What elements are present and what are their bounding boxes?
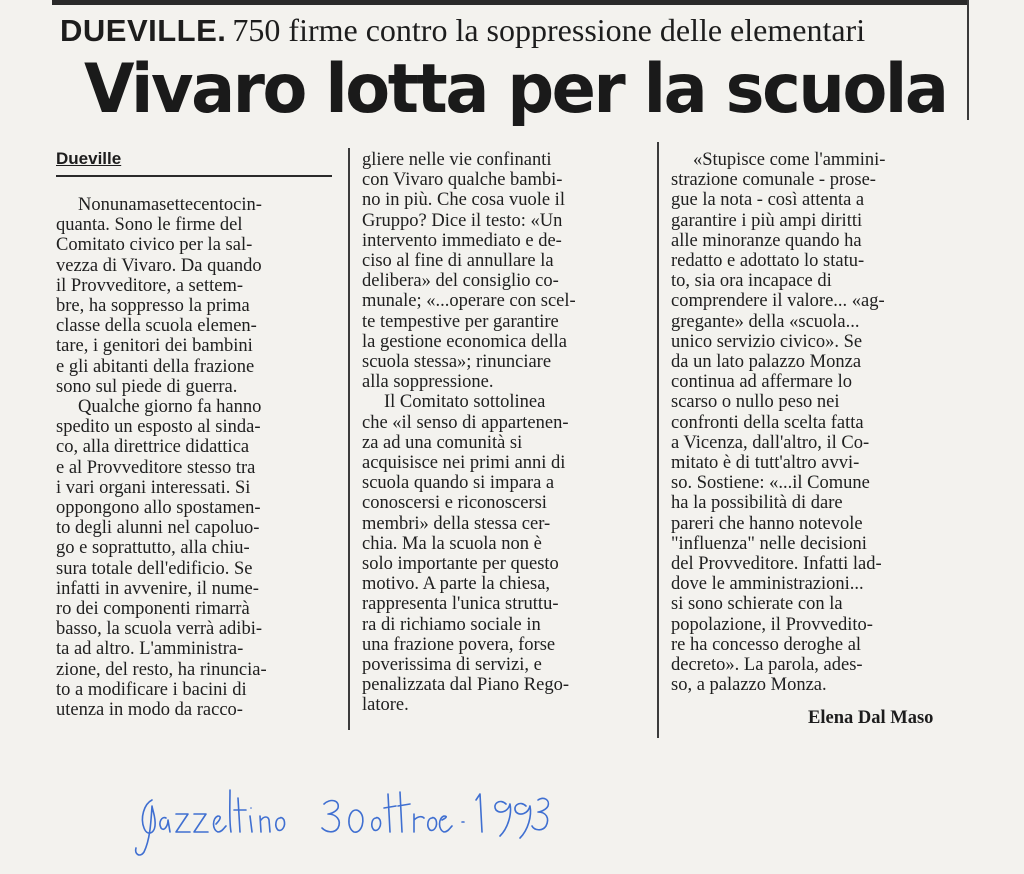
text-line: re ha concesso deroghe al — [671, 634, 862, 655]
text-line: spedito un esposto al sinda- — [56, 417, 261, 438]
text-line: munale; «...operare con scel- — [362, 291, 576, 312]
byline: Elena Dal Maso — [808, 708, 934, 728]
text-line: gregante» della «scuola... — [671, 311, 860, 332]
column-divider — [348, 148, 350, 730]
headline: Vivaro lotta per la scuola — [84, 50, 947, 129]
text-line: sura totale dell'edificio. Se — [56, 558, 253, 579]
top-rule — [52, 0, 968, 5]
text-line: classe della scuola elemen- — [56, 316, 257, 337]
text-line: no in più. Che cosa vuole il — [362, 190, 565, 211]
text-line: garantire i più ampi diritti — [671, 210, 863, 231]
text-line: unico servizio civico». Se — [671, 331, 863, 352]
text-line: del Provveditore. Infatti lad- — [671, 554, 882, 575]
text-line: continua ad affermare lo — [671, 372, 852, 393]
kicker-place: DUEVILLE. — [60, 13, 227, 48]
text-line: ro dei componenti rimarrà — [56, 599, 250, 620]
text-line: scarso o nullo peso nei — [671, 392, 840, 413]
text-line: to a modificare i bacini di — [56, 679, 247, 700]
text-line: ha la possibilità di dare — [671, 493, 843, 514]
text-line: "influenza" nelle decisioni — [671, 533, 867, 554]
text-line: Gruppo? Dice il testo: «Un — [362, 210, 563, 231]
text-line: poverissima di servizi, e — [362, 655, 542, 676]
kicker — [60, 14, 960, 46]
text-line: rappresenta l'unica struttu- — [362, 594, 559, 615]
text-line: scuola quando si impara a — [362, 473, 555, 494]
text-line: alle minoranze quando ha — [671, 230, 862, 251]
text-line: confronti della scelta fatta — [671, 412, 864, 433]
text-line: Comitato civico per la sal- — [56, 235, 253, 256]
text-line: mitato è di tutt'altro avvi- — [671, 453, 860, 474]
text-line: il Provveditore, a settem- — [56, 275, 244, 296]
text-line: Qualche giorno fa hanno — [78, 397, 262, 418]
article-column — [362, 150, 654, 716]
text-line: ciso al fine di annullare la — [362, 251, 554, 272]
text-line: scuola stessa»; rinunciare — [362, 352, 552, 373]
text-line: una frazione povera, forse — [362, 634, 556, 655]
text-line: strazione comunale - prose- — [671, 170, 876, 191]
text-line: so, a palazzo Monza. — [671, 675, 827, 696]
text-line: decreto». La parola, ades- — [671, 655, 863, 676]
text-line: e gli abitanti della frazione — [56, 356, 255, 377]
text-line: delibera» del consiglio co- — [362, 271, 559, 292]
text-line: te tempestive per garantire — [362, 311, 559, 332]
text-line: infatti in avvenire, il nume- — [56, 578, 259, 599]
text-line: za ad una comunità si — [362, 432, 523, 453]
kicker-text: 750 firme contro la soppressione delle elementari — [232, 12, 866, 48]
text-line: to degli alunni nel capoluo- — [56, 518, 260, 539]
text-line: i vari organi interessati. Si — [56, 477, 251, 498]
text-line: membri» della stessa cer- — [362, 513, 551, 534]
text-line: oppongono allo spostamen- — [56, 498, 261, 519]
text-line: da un lato palazzo Monza — [671, 352, 862, 373]
text-line: ta ad altro. L'amministra- — [56, 639, 244, 660]
text-line: chia. Ma la scuola non è — [362, 533, 542, 554]
text-line: conoscersi e riconoscersi — [362, 493, 547, 514]
text-line: intervento immediato e de- — [362, 230, 562, 251]
handwritten-note — [130, 770, 550, 860]
text-line: con Vivaro qualche bambi- — [362, 170, 563, 191]
text-line: la gestione economica della — [362, 331, 567, 352]
text-line: to, sia ora incapace di — [671, 271, 832, 292]
text-line: Il Comitato sottolinea — [384, 392, 546, 413]
text-line: gue la nota - così attenta a — [671, 190, 865, 211]
text-line: e al Provveditore stesso tra — [56, 457, 256, 478]
text-line: a Vicenza, dall'altro, il Co- — [671, 432, 870, 453]
text-line: utenza in modo da racco- — [56, 700, 243, 721]
text-line: basso, la scuola verrà adibi- — [56, 619, 262, 640]
handwritten-signature — [130, 770, 550, 860]
article-column — [56, 195, 348, 720]
text-line: gliere nelle vie confinanti — [362, 150, 552, 170]
text-line: ra di richiamo sociale in — [362, 614, 541, 635]
text-line: popolazione, il Provvedito- — [671, 614, 873, 635]
text-line: sono sul piede di guerra. — [56, 376, 238, 397]
text-line: co, alla direttrice didattica — [56, 437, 250, 458]
text-line: pareri che hanno notevole — [671, 513, 863, 534]
text-line: solo importante per questo — [362, 554, 559, 575]
text-line: comprendere il valore... «ag- — [671, 291, 885, 312]
text-line: dove le amministrazioni... — [671, 574, 864, 595]
section-label: Dueville — [56, 149, 122, 168]
text-line: acquisisce nei primi anni di — [362, 453, 566, 474]
text-line: latore. — [362, 695, 409, 716]
right-rule — [967, 0, 969, 120]
text-line: bre, ha soppresso la prima — [56, 296, 250, 317]
text-line: tare, i genitori dei bambini — [56, 336, 253, 357]
text-line: Nonunamasettecentocin- — [78, 195, 262, 215]
text-line: che «il senso di appartenen- — [362, 412, 569, 433]
text-line: «Stupisce come l'ammini- — [693, 150, 886, 170]
text-line: penalizzata dal Piano Rego- — [362, 675, 570, 696]
text-line: redatto e adottato lo statu- — [671, 251, 865, 272]
text-line: motivo. A parte la chiesa, — [362, 574, 551, 595]
text-line: so. Sostiene: «...il Comune — [671, 473, 870, 494]
text-line: go e soprattutto, alla chiu- — [56, 538, 250, 559]
section-rule — [56, 175, 332, 177]
column-divider — [657, 142, 659, 738]
text-line: quanta. Sono le firme del — [56, 215, 243, 236]
text-line: si sono schierate con la — [671, 594, 843, 615]
article-column — [671, 150, 963, 695]
text-line: alla soppressione. — [362, 372, 494, 393]
text-line: vezza di Vivaro. Da quando — [56, 255, 262, 276]
text-line: zione, del resto, ha rinuncia- — [56, 659, 267, 680]
